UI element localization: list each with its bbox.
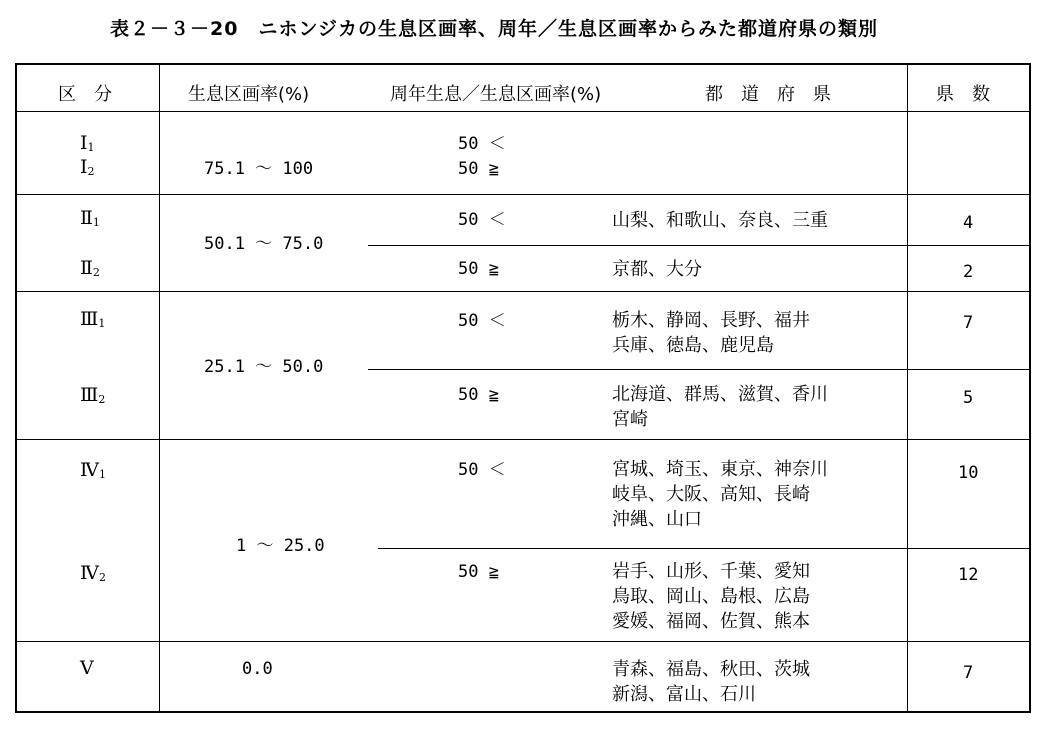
table-title: 表２－３－20 ニホンジカの生息区画率、周年／生息区画率からみた都道府県の類別	[110, 18, 878, 40]
prefecture-list: 岩手、山形、千葉、愛知 鳥取、岡山、島根、広島 愛媛、福岡、佐賀、熊本	[612, 561, 810, 632]
header-prefectures: 都 道 府 県	[705, 84, 831, 105]
subrow-rule-3	[368, 369, 1031, 370]
prefecture-list: 青森、福島、秋田、茨城 新潟、富山、石川	[612, 659, 810, 705]
category-label: $Ⅲ_2$	[80, 384, 106, 406]
prefecture-list: 京都、大分	[612, 259, 702, 280]
prefecture-list: 宮城、埼玉、東京、神奈川 岐阜、大阪、高知、長崎 沖縄、山口	[612, 459, 828, 530]
subrow-rule-2	[368, 245, 1031, 246]
prefecture-count: 5	[963, 388, 974, 408]
prefecture-list: 栃木、静岡、長野、福井 兵庫、徳島、鹿児島	[612, 310, 810, 356]
yearround-rate: 50 ＜	[458, 460, 506, 480]
prefecture-count: 12	[958, 565, 979, 585]
header-count: 県 数	[936, 84, 990, 105]
row-rule-1	[15, 194, 1031, 195]
category-label: Ⅴ	[80, 657, 94, 679]
category-label: $Ⅳ_1$	[80, 459, 106, 481]
yearround-rate: 50 ＜	[458, 134, 506, 154]
prefecture-count: 7	[963, 313, 974, 333]
category-label: $Ⅰ_2$	[80, 156, 95, 178]
yearround-rate: 50 ＜	[458, 311, 506, 331]
prefecture-count: 2	[963, 262, 974, 282]
yearround-rate: 50 ≧	[458, 259, 499, 279]
row-rule-2	[15, 291, 1031, 292]
category-label: $Ⅲ_1$	[80, 308, 106, 330]
prefecture-list: 山梨、和歌山、奈良、三重	[612, 210, 828, 231]
row-rule-3	[15, 439, 1031, 440]
classification-table	[15, 63, 1031, 713]
yearround-rate: 50 ≧	[458, 159, 499, 179]
category-label: $Ⅱ_1$	[80, 207, 100, 229]
habitat-range: 75.1 ～ 100	[204, 159, 314, 179]
subrow-rule-4	[378, 548, 1031, 549]
prefecture-count: 7	[963, 663, 974, 683]
habitat-range: 25.1 ～ 50.0	[204, 357, 324, 377]
category-label: $Ⅱ_2$	[80, 257, 100, 279]
yearround-rate: 50 ＜	[458, 210, 506, 230]
habitat-range: 50.1 ～ 75.0	[204, 234, 324, 254]
header-yearround-rate: 周年生息／生息区画率(%)	[390, 84, 602, 105]
prefecture-count: 10	[958, 463, 979, 483]
column-rule-2	[907, 63, 908, 713]
column-rule-1	[159, 63, 160, 713]
header-habitat-rate: 生息区画率(%)	[188, 84, 310, 105]
habitat-range: 0.0	[242, 659, 273, 679]
prefecture-list: 北海道、群馬、滋賀、香川 宮崎	[612, 384, 828, 430]
header-category: 区 分	[58, 84, 112, 105]
yearround-rate: 50 ≧	[458, 385, 499, 405]
header-rule	[15, 111, 1031, 112]
prefecture-count: 4	[963, 213, 974, 233]
category-label: $Ⅰ_1$	[80, 132, 95, 154]
habitat-range: 1 ～ 25.0	[236, 536, 325, 556]
yearround-rate: 50 ≧	[458, 562, 499, 582]
row-rule-4	[15, 641, 1031, 642]
category-label: $Ⅳ_2$	[80, 562, 106, 584]
